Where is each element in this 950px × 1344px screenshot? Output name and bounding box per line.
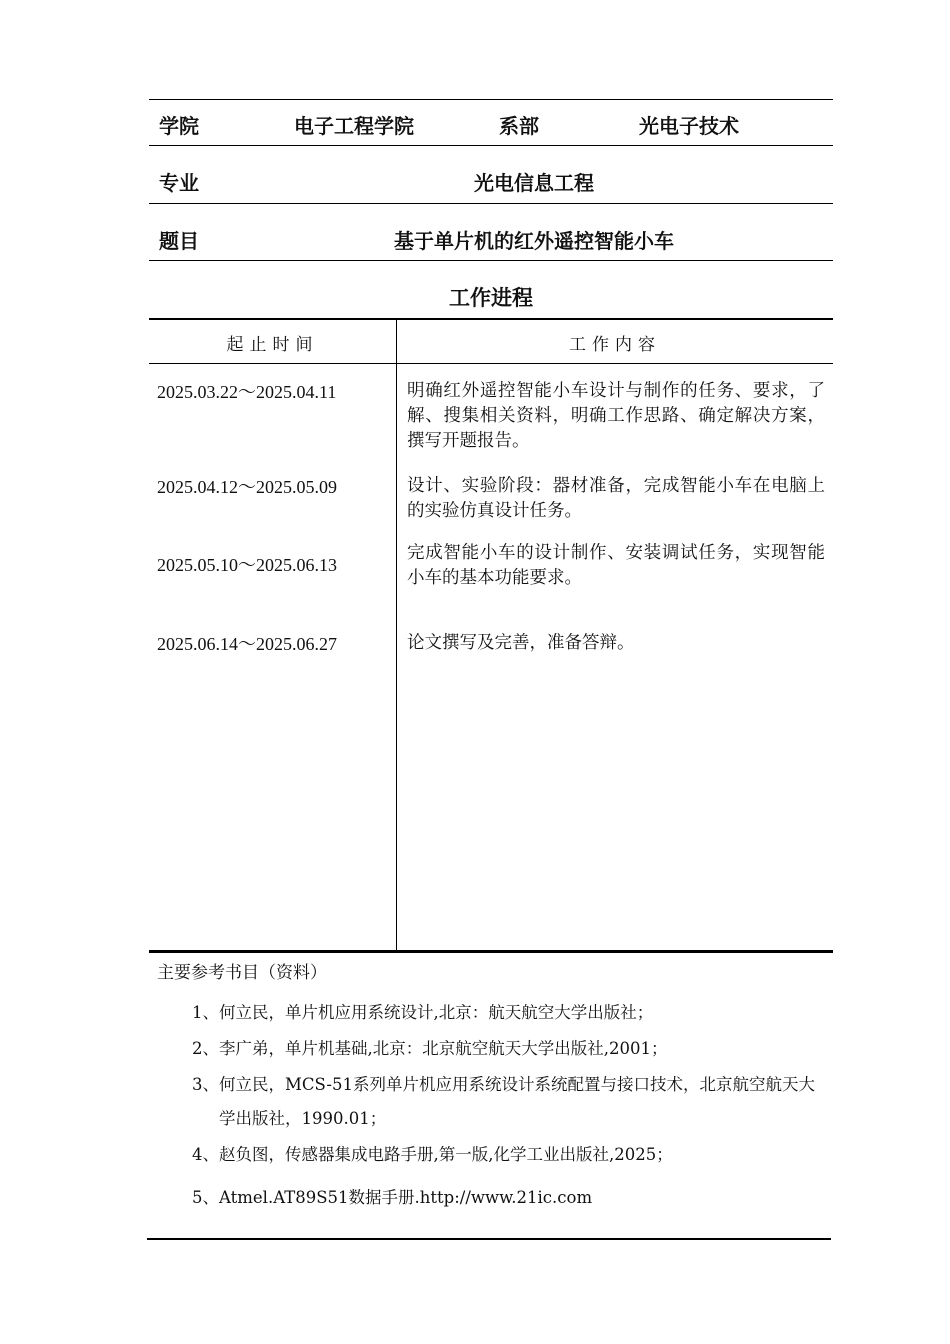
reference-text: 李广弟，单片机基础,北京：北京航空航天大学出版社,2001； — [219, 1039, 668, 1058]
college-row — [149, 111, 833, 141]
rule-top — [149, 99, 833, 100]
reference-item-4 — [192, 1138, 824, 1172]
reference-item-1 — [192, 996, 824, 1030]
schedule-title: 工作进程 — [449, 286, 533, 310]
reference-item-2 — [192, 1032, 824, 1066]
schedule-period-4: 2025.06.14～2025.06.27 — [157, 634, 337, 654]
reference-item-5 — [192, 1181, 824, 1215]
schedule-content-2: 设计、实验阶段：器材准备，完成智能小车在电脑上的实验仿真设计任务。 — [407, 476, 825, 521]
schedule-content-4: 论文撰写及完善，准备答辩。 — [407, 633, 635, 653]
schedule-content-3: 完成智能小车的设计制作、安装调试任务，实现智能小车的基本功能要求。 — [407, 543, 825, 588]
topic-row — [149, 226, 833, 256]
dept-label: 系部 — [499, 114, 539, 138]
column-header-time: 起止时间 — [226, 335, 319, 355]
rule-1 — [149, 145, 833, 146]
reference-number: 1、 — [192, 1003, 219, 1022]
schedule-period-3: 2025.05.10～2025.06.13 — [157, 555, 337, 575]
table-column-divider — [396, 320, 397, 951]
table-top-rule — [149, 318, 833, 320]
rule-2 — [149, 203, 833, 204]
reference-item-3 — [192, 1068, 824, 1136]
references-title: 主要参考书目（资料） — [157, 963, 327, 983]
table-bottom-rule — [149, 950, 833, 953]
reference-text: 赵负图，传感器集成电路手册,第一版,化学工业出版社,2025； — [219, 1145, 673, 1164]
reference-number: 3、 — [192, 1075, 219, 1094]
reference-number: 2、 — [192, 1039, 219, 1058]
column-header-content: 工作内容 — [569, 335, 661, 355]
reference-text: Atmel.AT89S51数据手册.http://www.21ic.com — [219, 1188, 593, 1207]
reference-text: 何立民，MCS-51系列单片机应用系统设计系统配置与接口技术，北京航空航天大学出版社，1990.01； — [219, 1075, 815, 1128]
major-value: 光电信息工程 — [474, 171, 594, 195]
reference-number: 5、 — [192, 1188, 219, 1207]
college-label: 学院 — [159, 114, 199, 138]
table-header-rule — [149, 363, 833, 364]
dept-value: 光电子技术 — [639, 114, 739, 138]
reference-number: 4、 — [192, 1145, 219, 1164]
reference-text: 何立民，单片机应用系统设计,北京：航天航空大学出版社； — [219, 1003, 654, 1022]
schedule-content-1: 明确红外遥控智能小车设计与制作的任务、要求，了解、搜集相关资料，明确工作思路、确定解决方案，撰写开题报告。 — [407, 381, 825, 451]
schedule-period-1: 2025.03.22～2025.04.11 — [157, 382, 337, 402]
major-label: 专业 — [159, 171, 199, 195]
topic-label: 题目 — [159, 229, 199, 253]
major-row — [149, 168, 833, 198]
rule-3 — [149, 260, 833, 261]
schedule-period-2: 2025.04.12～2025.05.09 — [157, 477, 337, 497]
topic-value: 基于单片机的红外遥控智能小车 — [394, 229, 674, 253]
college-value: 电子工程学院 — [294, 114, 414, 138]
page-bottom-rule — [147, 1238, 831, 1240]
